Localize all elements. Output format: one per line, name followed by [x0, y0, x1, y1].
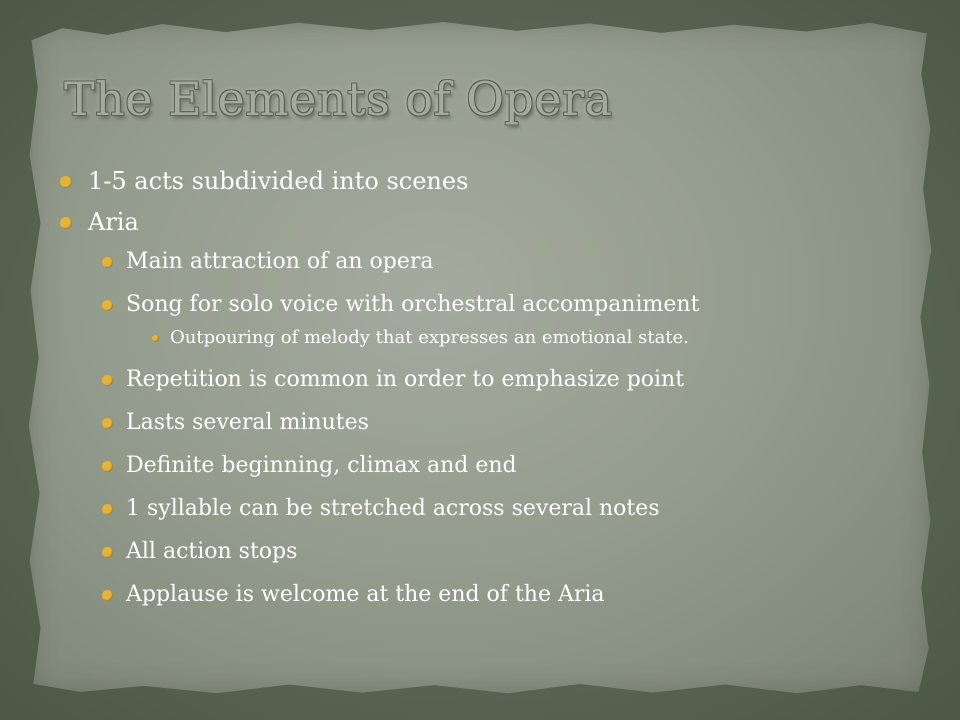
sub-bullet-icon	[102, 257, 113, 268]
sub-bullet-item	[60, 409, 920, 437]
sub-bullet-item	[60, 538, 920, 566]
bullet-icon	[60, 217, 72, 229]
sub-bullet-item	[60, 452, 920, 480]
slide-content	[60, 166, 920, 624]
sub-bullet-icon	[102, 300, 113, 311]
sub-bullet-item	[60, 291, 920, 319]
sub-bullet-text: Repetition is common in order to emphasize point	[126, 367, 685, 392]
sub-bullet-icon	[102, 461, 113, 472]
sub-bullet-icon	[102, 590, 113, 601]
sub-bullet-text: All action stops	[126, 539, 298, 564]
sub-bullet-text: Lasts several minutes	[126, 410, 369, 435]
sub-bullet-item	[60, 366, 920, 394]
sub-bullet-item	[60, 581, 920, 609]
bullet-text: Aria	[88, 208, 139, 236]
sub-bullet-icon	[102, 418, 113, 429]
sub-bullet-item	[60, 495, 920, 523]
sub-bullet-icon	[102, 375, 113, 386]
slide-title: The Elements of Opera	[64, 72, 613, 126]
sub-bullet-text: Main attraction of an opera	[126, 249, 434, 274]
sub-bullet-icon	[102, 504, 113, 515]
sub-bullet-icon	[102, 547, 113, 558]
sub-sub-bullet-item	[60, 326, 920, 350]
bullet-text: 1-5 acts subdivided into scenes	[88, 167, 469, 195]
sub-sub-bullet-text: Outpouring of melody that expresses an emotional state.	[170, 327, 689, 348]
sub-bullet-text: 1 syllable can be stretched across several notes	[126, 496, 660, 521]
bullet-item	[60, 207, 920, 237]
sub-sub-bullet-icon	[152, 335, 159, 342]
bullet-list	[60, 166, 920, 609]
sub-bullet-text: Song for solo voice with orchestral accompaniment	[126, 292, 700, 317]
bullet-icon	[60, 176, 72, 188]
sub-bullet-text: Applause is welcome at the end of the Aria	[126, 582, 605, 607]
sub-bullet-text: Definite beginning, climax and end	[126, 453, 517, 478]
sub-bullet-item	[60, 248, 920, 276]
bullet-item	[60, 166, 920, 196]
